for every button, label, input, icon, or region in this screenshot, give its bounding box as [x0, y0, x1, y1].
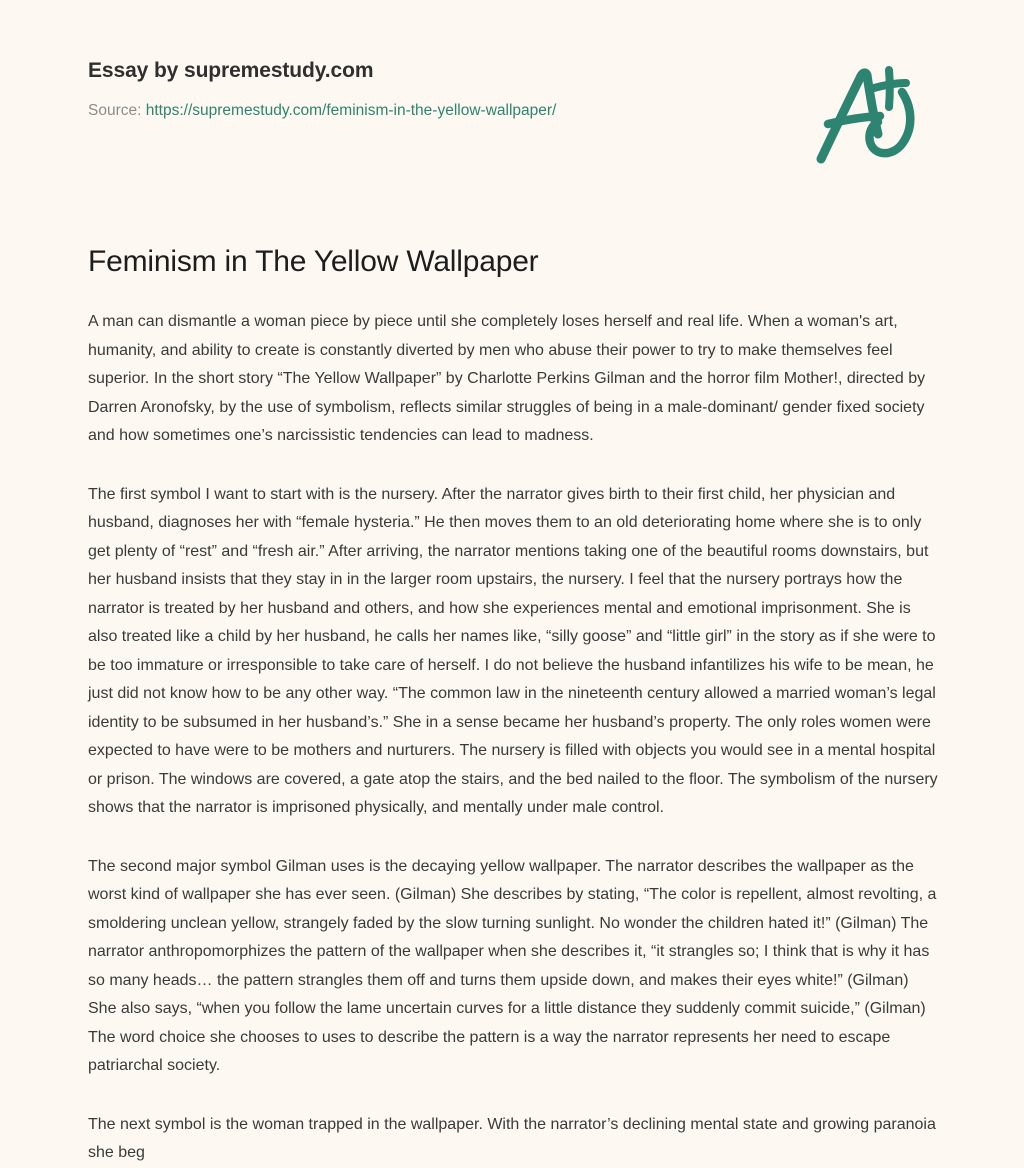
paragraph: A man can dismantle a woman piece by piece until she completely loses herself and real life. When a woman's art, humanity, and ability to create is constantly diverted by men who abuse their power to try to make themselves feel superior. In the short story “The Yellow Wallpaper” by Charlotte Perkins Gilman and the horror film Mother!, directed by Darren Aronofsky, by the use of symbolism, reflects similar struggles of being in a male-dominant/ gender fixed society and how sometimes one’s narcissistic tendencies can lead to madness.: [88, 313, 926, 444]
paragraph: The second major symbol Gilman uses is the decaying yellow wallpaper. The narrator describes the wallpaper as the worst kind of wallpaper she has ever seen. (Gilman) She describes by stating, “The color is repellent, almost revolting, a smoldering unclean yellow, strangely faded by the slow turning sunlight. No wonder the children hated it!” (Gilman) The narrator anthropomorphizes the pattern of the wallpaper when she describes it, “it strangles so; I think that is why it has so many heads… the pattern strangles them off and turns them upside down, and makes their eyes white!” (Gilman) She also says, “when you follow the lame uncertain curves for a little distance they suddenly commit suicide,” (Gilman) The word choice she chooses to uses to describe the pattern is a way the narrator represents her need to escape patriarchal society.: [88, 857, 937, 1074]
paragraph: The next symbol is the woman trapped in the wallpaper. With the narrator’s declining mental state and growing paranoia she beg: [88, 1115, 936, 1161]
essay-byline: Essay by supremestudy.com: [88, 59, 374, 82]
paragraph: The first symbol I want to start with is the nursery. After the narrator gives birth to their first child, her physician and husband, diagnoses her with “female hysteria.” He then moves them to an old deteriorating home where she is to only get plenty of “rest” and “fresh air.” After arriving, the narrator mentions taking one of the beautiful rooms downstairs, but her husband insists that they stay in in the larger room upstairs, the nursery. I feel that the nursery portrays how the narrator is treated by her husband and others, and how she experiences mental and emotional imprisonment. She is also treated like a child by her husband, he calls her names like, “silly goose” and “little girl” in the story as if she were to be too immature or irresponsible to take care of herself. I do not believe the husband infantilizes his wife to be mean, he just did not know how to be any other way. “The common law in the nineteenth century allowed a married woman’s legal identity to be subsumed in her husband’s.” She in a sense became her husband’s property. The only roles women were expected to have were to be mothers and nurturers. The nursery is filled with objects you would see in a mental hospital or prison. The windows are covered, a gate atop the stairs, and the bed nailed to the floor. The symbolism of the nursery shows that the narrator is imprisoned physically, and mentally under male control.: [88, 485, 938, 816]
article-body: [88, 308, 940, 1168]
a-plus-logo-icon: [812, 62, 932, 167]
source-url-link[interactable]: https://supremestudy.com/feminism-in-the-yellow-wallpaper/: [145, 102, 557, 120]
source-label: Source:: [88, 102, 142, 120]
a-plus-logo: [812, 62, 932, 167]
page-title: Feminism in The Yellow Wallpaper: [88, 245, 539, 278]
